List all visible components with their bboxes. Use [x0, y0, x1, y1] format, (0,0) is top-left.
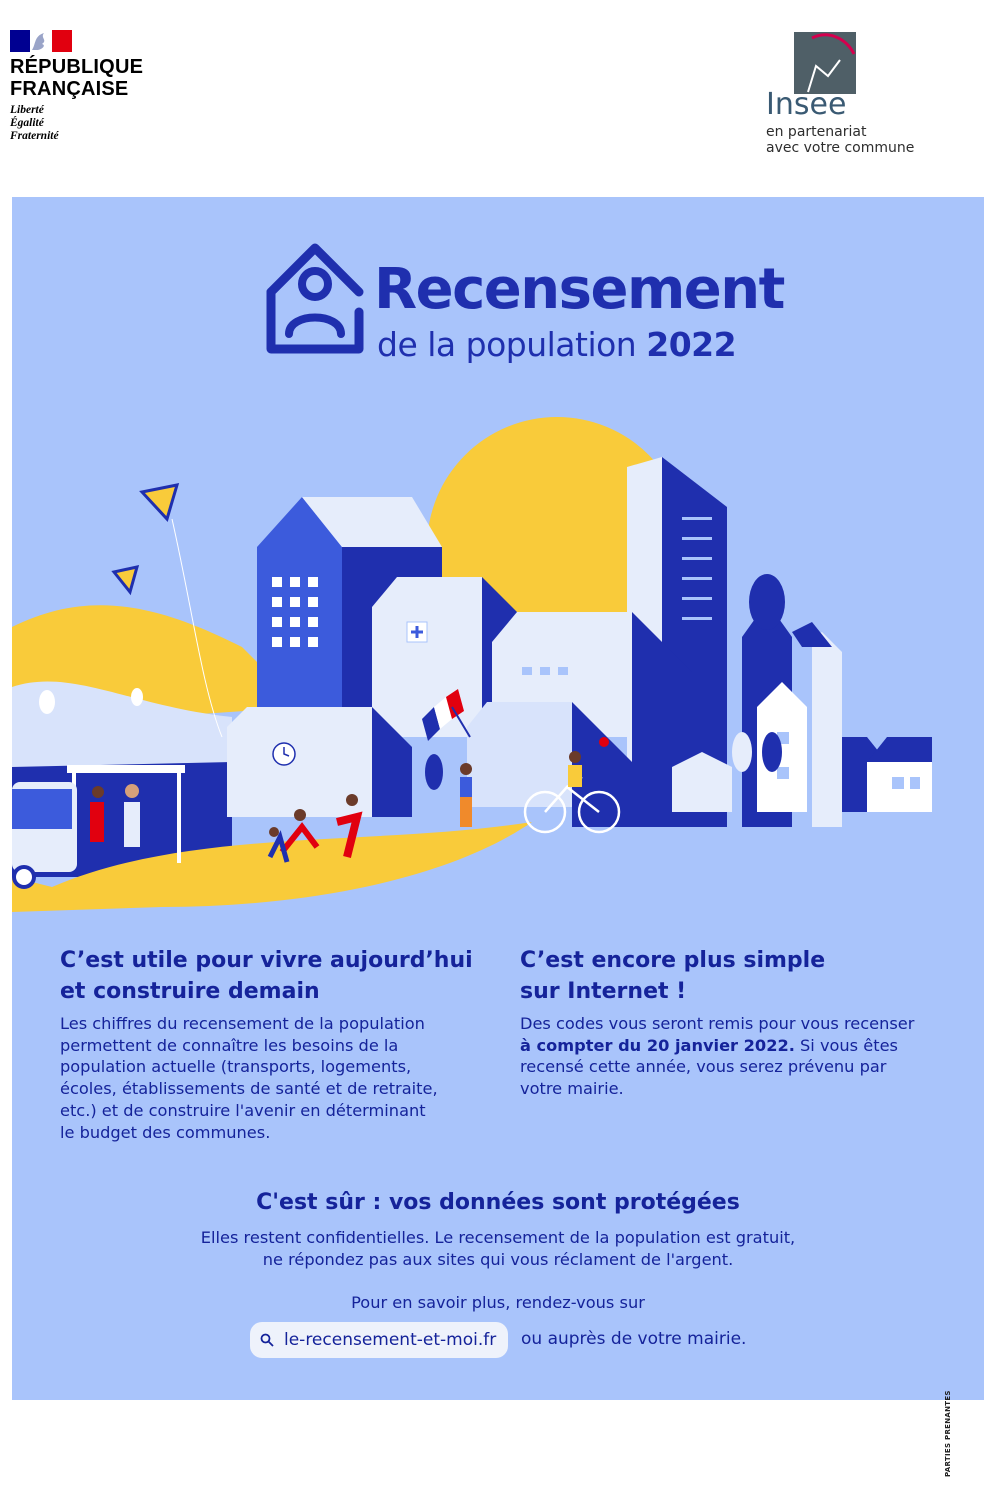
motto-fraternite: Fraternité: [10, 130, 59, 142]
motto-liberte: Liberté: [10, 104, 44, 116]
column2-line1: Des codes vous seront remis pour vous recenser: [520, 1014, 915, 1033]
poster-subtitle: [377, 325, 736, 365]
insee-mark-icon: [794, 32, 856, 94]
column1-line: le budget des communes.: [60, 1122, 271, 1142]
marianne-flag-icon: [10, 30, 72, 52]
insee-logo: [766, 32, 966, 156]
hospital-building: [372, 577, 482, 737]
republique-line1: RÉPUBLIQUE: [10, 56, 144, 78]
column1-title-line2: et construire demain: [60, 979, 320, 1004]
credit: [942, 1377, 962, 1487]
poster-title: Recensement: [374, 257, 784, 322]
house-person-icon: [267, 242, 367, 357]
insee-subtitle-line2: avec votre commune: [766, 140, 915, 156]
column2-body: [520, 1013, 940, 1100]
republique-line2: FRANÇAISE: [10, 78, 129, 100]
column1-title: [60, 945, 490, 1007]
search-icon: [260, 1333, 274, 1347]
title-block: [267, 242, 784, 372]
column2-date: à compter du 20 janvier 2022.: [520, 1035, 795, 1055]
column2-title-line1: C’est encore plus simple: [520, 948, 826, 973]
subtitle-text: de la population: [377, 325, 637, 364]
column2-line2-rest: Si vous êtes: [794, 1035, 898, 1055]
poster: [12, 197, 984, 1477]
url-after-text: ou auprès de votre mairie.: [521, 1329, 747, 1349]
kite-shape: [142, 485, 177, 519]
column1-line: permettent de connaître les besoins de la: [60, 1035, 399, 1055]
more-info-text: Pour en savoir plus, rendez-vous sur: [351, 1293, 645, 1312]
website-link[interactable]: [250, 1322, 508, 1358]
column1-line: population actuelle (transports, logements,: [60, 1057, 412, 1077]
security-line2: ne répondez pas aux sites qui vous réclament de l'argent.: [262, 1249, 734, 1269]
column2-title: [520, 945, 940, 1007]
subtitle-year: 2022: [646, 325, 737, 364]
column1-line: Les chiffres du recensement de la population: [60, 1014, 425, 1033]
column2-line3: recensé cette année, vous serez prévenu par: [520, 1057, 887, 1077]
website-url: le-recensement-et-moi.fr: [284, 1330, 497, 1350]
credit-text: PARTIES PRENANTES: [944, 1390, 952, 1477]
column2-line4: votre mairie.: [520, 1079, 624, 1099]
column2-title-line2: sur Internet !: [520, 979, 687, 1004]
town-illustration: [12, 407, 984, 917]
republique-francaise-logo: [10, 30, 170, 143]
security-line1: Elles restent confidentielles. Le recensement de la population est gratuit,: [200, 1228, 796, 1247]
kite-shape-small: [114, 567, 137, 592]
column1-line: etc.) et de construire l'avenir en déterminant: [60, 1100, 426, 1120]
insee-name: Insee: [766, 87, 847, 122]
column1-body: [60, 1013, 470, 1143]
security-title: C'est sûr : vos données sont protégées: [256, 1190, 740, 1215]
republique-motto: [10, 104, 170, 143]
insee-subtitle-line1: en partenariat: [766, 124, 867, 140]
column1-title-line1: C’est utile pour vivre aujourd’hui: [60, 948, 473, 973]
motto-egalite: Égalité: [10, 117, 44, 129]
column2-line2: [520, 1035, 940, 1057]
column1-line: écoles, établissements de santé et de retraite,: [60, 1079, 438, 1099]
security-body: [12, 1227, 984, 1270]
